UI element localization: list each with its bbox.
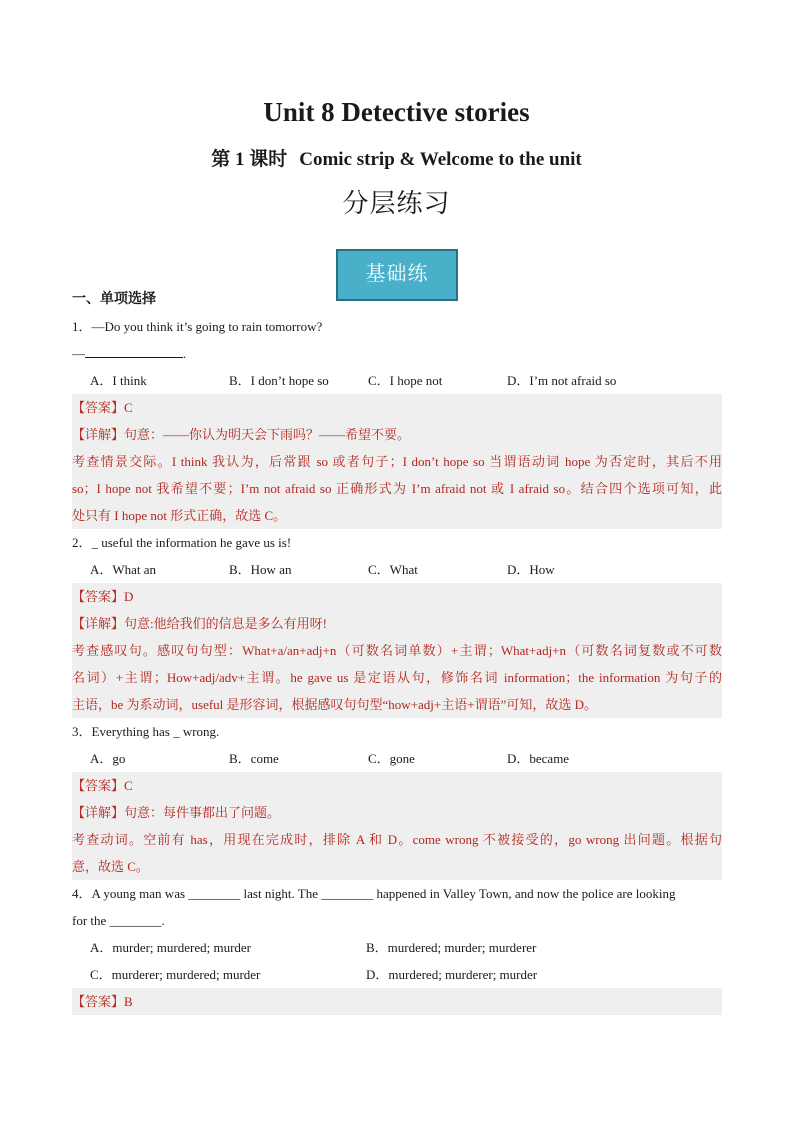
option-a: A．go	[90, 751, 126, 766]
practice-heading: 分层练习	[342, 189, 451, 218]
detail-line: 【详解】句意：——你认为明天会下雨吗？——希望不要。	[72, 427, 411, 442]
option-c: C．What	[368, 562, 418, 577]
option-b: B．come	[229, 751, 279, 766]
question-stem: 4．A young man was ________ last night. The ________ happened in Valley Town, and now the police are looking	[72, 886, 676, 901]
detail-line: 主语，be 为系动词，useful 是形容词，根据感叹句句型“how+adj+主语+谓语”可知，故选 D。	[72, 697, 597, 712]
options-row	[72, 961, 722, 988]
lesson-subtitle	[0, 146, 793, 174]
question-3	[72, 718, 722, 880]
option-c: C．I hope not	[368, 373, 443, 388]
option-d: D．murdered; murderer; murder	[366, 967, 538, 982]
question-stem: for the ________.	[72, 913, 165, 928]
document-title: Unit 8 Detective stories	[263, 97, 530, 127]
options-row	[72, 934, 722, 961]
answer-block	[72, 394, 722, 529]
question-stem: 2．_ useful the information he gave us is!	[72, 535, 292, 550]
option-a: A．I think	[90, 373, 147, 388]
answer-line: 【答案】D	[72, 589, 134, 604]
answer-block	[72, 772, 722, 880]
answer-block	[72, 988, 722, 1015]
question-2	[72, 529, 722, 718]
detail-line: so；I hope not 我希望不要；I’m not afraid so 正确形式为 I’m afraid not 或 I afraid so。结合四个选项可知，此	[72, 481, 722, 496]
options-row	[72, 556, 722, 583]
detail-line: 【详解】句意：每件事都出了问题。	[72, 805, 281, 820]
options-row	[72, 745, 722, 772]
option-d: D．I’m not afraid so	[507, 373, 617, 388]
question-1	[72, 313, 722, 529]
exercise-content	[72, 286, 722, 1015]
option-c: C．murderer; murdered; murder	[90, 967, 261, 982]
detail-line: 处只有 I hope not 形式正确，故选 C。	[72, 508, 287, 523]
option-a: A．What an	[90, 562, 157, 577]
lesson-name: Comic strip & Welcome to the unit	[299, 149, 582, 170]
options-row	[72, 367, 722, 394]
section-title: 一、单项选择	[72, 292, 156, 307]
question-stem: 1．—Do you think it’s going to rain tomorrow?	[72, 319, 323, 334]
answer-line: 【答案】C	[72, 778, 133, 793]
stem-dash: —	[72, 346, 85, 361]
lesson-number: 第 1 课时	[211, 149, 288, 170]
option-a: A．murder; murdered; murder	[90, 940, 252, 955]
answer-line: 【答案】C	[72, 400, 133, 415]
answer-blank	[85, 342, 183, 358]
question-stem: — .	[72, 340, 722, 367]
detail-line: 考查情景交际。I think 我认为，后常跟 so 或者句子；I don’t hope so 当谓语动词 hope 为否定时，其后不用	[72, 454, 722, 469]
option-d: D．became	[507, 751, 570, 766]
detail-line: 考查动词。空前有 has，用现在完成时，排除 A 和 D。come wrong 不被接受的，go wrong 出问题。根据句	[72, 832, 722, 847]
detail-line: 【详解】句意:他给我们的信息是多么有用呀!	[72, 616, 327, 631]
detail-line: 考查感叹句。感叹句句型：What+a/an+adj+n（可数名词单数）+主谓；What+adj+n（可数名词复数或不可数	[72, 643, 722, 658]
answer-block	[72, 583, 722, 718]
answer-line: 【答案】B	[72, 994, 133, 1009]
option-d: D．How	[507, 562, 555, 577]
option-c: C．gone	[368, 751, 415, 766]
level-badge: 基础练	[336, 249, 458, 301]
detail-line: 意，故选 C。	[72, 859, 149, 874]
option-b: B．I don’t hope so	[229, 373, 329, 388]
option-b: B．How an	[229, 562, 292, 577]
detail-line: 名词）+主谓；How+adj/adv+主谓。he gave us 是定语从句，修饰名词 information；the information 为句子的	[72, 670, 722, 685]
question-stem: 3．Everything has _ wrong.	[72, 724, 220, 739]
option-b: B．murdered; murder; murderer	[366, 940, 537, 955]
question-4	[72, 880, 722, 1015]
